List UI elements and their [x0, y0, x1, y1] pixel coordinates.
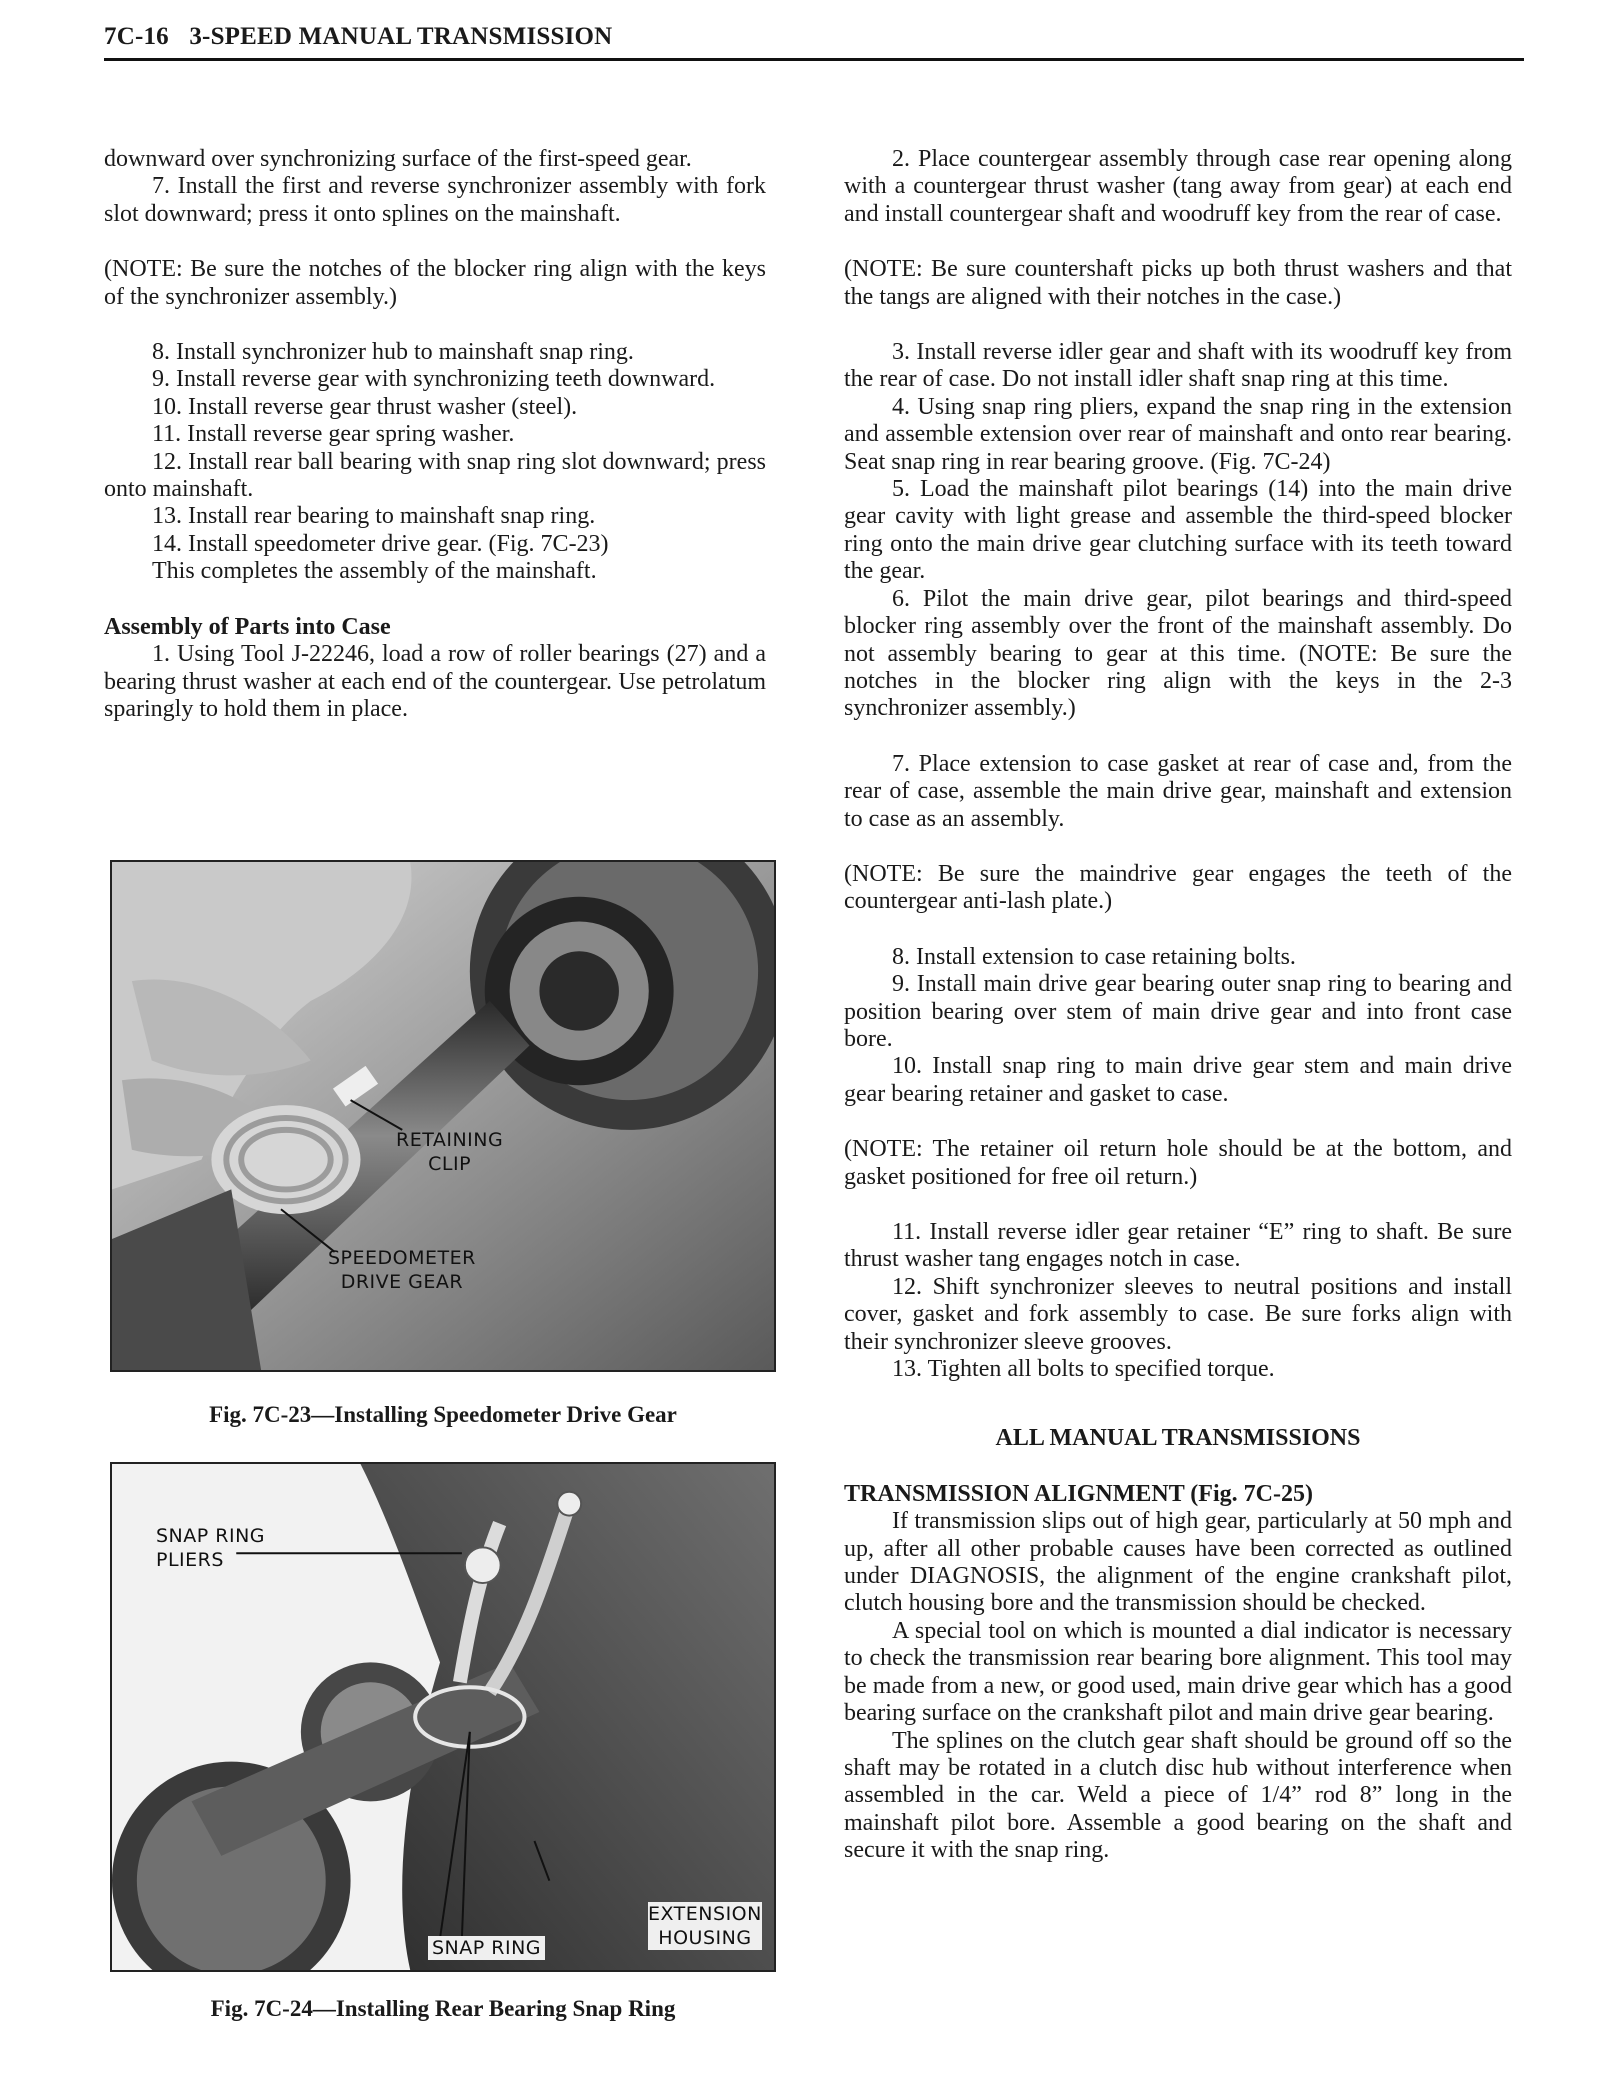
left-column [104, 146, 766, 723]
step-6: 6. Pilot the main drive gear, pilot bearings and third-speed blocker ring assembly over the front of the mainshaft assembly. Do not assembly bearing to gear at this time. (NOTE: Be sure the notches in the blocker ring align with the keys in the 2-3 synchronizer assembly.) [844, 585, 1512, 722]
extension-housing-label-text: EXTENSION HOUSING [648, 1903, 762, 1949]
figure-caption: Fig. 7C-24—Installing Rear Bearing Snap Ring [210, 1996, 676, 2021]
step-1: 1. Using Tool J-22246, load a row of roller bearings (27) and a bearing thrust washer at each end of the countergear. Use petrolatum sparingly to hold them in place. [104, 641, 766, 722]
speedometer-drive-gear-label [328, 1246, 476, 1294]
right-column [844, 146, 1512, 1865]
retaining-clip-label-text: RETAINING CLIP [396, 1129, 504, 1175]
extension-housing-label [648, 1902, 762, 1950]
step-13: 13. Install rear bearing to mainshaft snap ring. [152, 503, 596, 530]
retaining-clip-label [396, 1128, 503, 1176]
figure-rear-bearing-snap-ring [110, 1462, 776, 1972]
note: (NOTE: Be sure the notches of the blocker ring align with the keys of the synchronizer assembly.) [104, 256, 766, 310]
note: (NOTE: The retainer oil return hole should be at the bottom, and gasket positioned for free oil return.) [844, 1136, 1512, 1190]
step-3: 3. Install reverse idler gear and shaft with its woodruff key from the rear of case. Do not install idler shaft snap ring at this time. [844, 339, 1512, 393]
subheading: TRANSMISSION ALIGNMENT (Fig. 7C-25) [844, 1480, 1313, 1507]
alignment-paragraph: The splines on the clutch gear shaft should be ground off so the shaft may be rotated in a clutch disc hub without interference when assembled in the car. Weld a piece of 1/4” rod 8” long in the mainshaft pilot bore. Assemble a good bearing on the shaft and secure it with the snap ring. [844, 1727, 1512, 1864]
subheading: Assembly of Parts into Case [104, 613, 391, 640]
step-12: 12. Install rear ball bearing with snap ring slot downward; press onto mainshaft. [104, 448, 766, 503]
alignment-paragraph: If transmission slips out of high gear, particularly at 50 mph and up, after all other probable causes have been corrected as outlined under DIAGNOSIS, the alignment of the engine crankshaft pilot, clutch housing bore and the transmission should be checked. [844, 1508, 1512, 1617]
step-10: 10. Install snap ring to main drive gear stem and main drive gear bearing retainer and gasket to case. [844, 1053, 1512, 1107]
step-8: 8. Install synchronizer hub to mainshaft snap ring. [152, 339, 634, 366]
note: (NOTE: Be sure countershaft picks up both thrust washers and that the tangs are aligned with their notches in the case.) [844, 256, 1512, 310]
step-9: 9. Install main drive gear bearing outer snap ring to bearing and position bearing over stem of main drive gear and into front case bore. [844, 971, 1512, 1052]
step-2: 2. Place countergear assembly through case rear opening along with a countergear thrust washer (tang away from gear) at each end and install countergear shaft and woodruff key from the rear of case. [844, 146, 1512, 227]
step-11: 11. Install reverse gear spring washer. [152, 421, 515, 448]
page-header [104, 20, 1524, 61]
speedometer-drive-gear-label-text: SPEEDOMETER DRIVE GEAR [328, 1247, 476, 1293]
snap-ring-pliers-label [156, 1524, 265, 1572]
alignment-paragraph: A special tool on which is mounted a dial indicator is necessary to check the transmission rear bearing bore alignment. This tool may be made from a new, or good used, main drive gear which has a good bearing surface on the crankshaft pilot and main drive gear bearing. [844, 1617, 1512, 1727]
step-11: 11. Install reverse idler gear retainer “E” ring to shaft. Be sure thrust washer tang engages notch in case. [844, 1219, 1512, 1273]
step-7: 7. Place extension to case gasket at rear of case and, from the rear of case, assemble the main drive gear, mainshaft and extension to case as an assembly. [844, 750, 1512, 832]
snap-ring-pliers-label-text: SNAP RING PLIERS [156, 1525, 266, 1571]
section-title: 3-SPEED MANUAL TRANSMISSION [189, 23, 613, 50]
page-number: 7C-16 [104, 23, 169, 50]
step-7: 7. Install the first and reverse synchronizer assembly with fork slot downward; press it onto splines on the mainshaft. [104, 173, 766, 227]
step-9: 9. Install reverse gear with synchronizing teeth downward. [152, 366, 716, 393]
step-4: 4. Using snap ring pliers, expand the snap ring in the extension and assemble extension over rear of mainshaft and onto rear bearing. Seat snap ring in rear bearing groove. (Fig. 7C-24) [844, 393, 1512, 475]
step-5: 5. Load the mainshaft pilot bearings (14) into the main drive gear cavity with light grease and assemble the third-speed blocker ring onto the main drive gear clutching surface with its teeth toward the gear. [844, 476, 1512, 585]
note: (NOTE: Be sure the maindrive gear engages the teeth of the countergear anti-lash plate.) [844, 860, 1512, 915]
completion-note: This completes the assembly of the mainshaft. [152, 558, 597, 585]
step-13: 13. Tighten all bolts to specified torque. [892, 1356, 1275, 1383]
step-8: 8. Install extension to case retaining bolts. [892, 943, 1296, 970]
paragraph: downward over synchronizing surface of the first-speed gear. [104, 146, 692, 172]
snap-ring-label-text: SNAP RING [432, 1937, 542, 1959]
figure-speedometer-drive-gear [110, 860, 776, 1372]
section-heading: ALL MANUAL TRANSMISSIONS [995, 1425, 1361, 1452]
step-12: 12. Shift synchronizer sleeves to neutral positions and install cover, gasket and fork assembly to case. Be sure forks align with their synchronizer sleeve grooves. [844, 1273, 1512, 1355]
snap-ring-label [428, 1936, 545, 1960]
figure-caption: Fig. 7C-23—Installing Speedometer Drive Gear [209, 1402, 677, 1427]
step-10: 10. Install reverse gear thrust washer (steel). [152, 393, 578, 420]
step-14: 14. Install speedometer drive gear. (Fig. 7C-23) [152, 530, 609, 557]
